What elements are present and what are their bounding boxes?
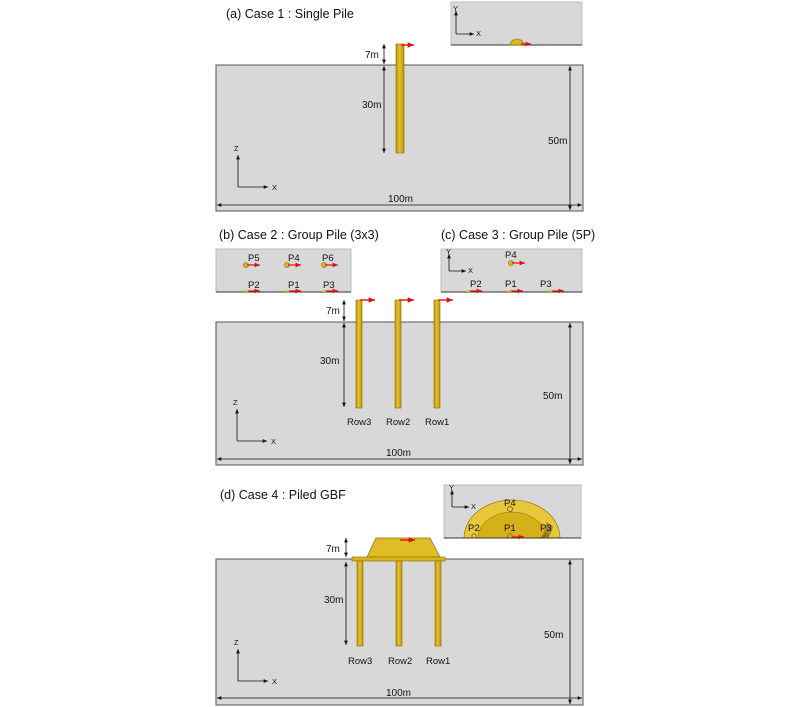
dim-label-100m: 100m <box>388 194 414 205</box>
svg-text:Y: Y <box>446 247 452 256</box>
pile-row3 <box>357 561 363 646</box>
caption-case3: (c) Case 3 : Group Pile (5P) <box>441 228 596 242</box>
pile-row2 <box>395 300 401 408</box>
svg-text:X: X <box>271 437 277 446</box>
svg-text:7m: 7m <box>326 306 340 317</box>
row-label: Row2 <box>388 656 413 667</box>
svg-text:X: X <box>471 502 477 511</box>
pile-row3 <box>356 300 362 408</box>
svg-text:30m: 30m <box>324 595 344 606</box>
caption-case1: (a) Case 1 : Single Pile <box>226 7 354 21</box>
pile-plan-P1 <box>285 280 301 292</box>
case2-case3-panel <box>216 228 595 465</box>
dim-label-30m: 30m <box>362 100 382 111</box>
svg-text:50m: 50m <box>544 630 564 641</box>
case4-panel <box>216 483 583 705</box>
dim-label-7m: 7m <box>365 50 379 61</box>
axis-x-label: X <box>476 29 482 38</box>
svg-text:P4: P4 <box>288 253 300 264</box>
pile <box>396 44 404 153</box>
svg-text:P3: P3 <box>540 279 552 290</box>
caption-case4: (d) Case 4 : Piled GBF <box>220 488 346 502</box>
svg-text:X: X <box>468 266 474 275</box>
svg-text:P1: P1 <box>504 523 516 534</box>
svg-text:50m: 50m <box>543 391 563 402</box>
dim-label-50m: 50m <box>548 136 568 147</box>
svg-text:P3: P3 <box>323 280 335 291</box>
svg-text:P1: P1 <box>505 279 517 290</box>
caption-case2: (b) Case 2 : Group Pile (3x3) <box>219 228 379 242</box>
svg-text:Z: Z <box>234 638 239 647</box>
svg-text:P5: P5 <box>248 253 260 264</box>
pile-row2 <box>396 561 402 646</box>
svg-text:X: X <box>272 183 278 192</box>
svg-text:7m: 7m <box>326 544 340 555</box>
svg-text:P2: P2 <box>248 280 260 291</box>
svg-text:P2: P2 <box>470 279 482 290</box>
row-label: Row3 <box>348 656 373 667</box>
axis-y-label: Y <box>453 4 459 13</box>
svg-text:P6: P6 <box>322 253 334 264</box>
row-label: Row3 <box>347 417 372 428</box>
row-label: Row1 <box>426 656 451 667</box>
svg-text:P4: P4 <box>504 498 516 509</box>
gbf-base-plate <box>352 557 445 561</box>
svg-text:X: X <box>272 677 278 686</box>
gbf-body <box>367 538 440 557</box>
pile-row1 <box>434 300 440 408</box>
svg-text:Z: Z <box>234 144 239 153</box>
row-label: Row2 <box>386 417 411 428</box>
case1-panel <box>216 2 583 211</box>
svg-text:P4: P4 <box>505 250 517 261</box>
svg-text:100m: 100m <box>386 688 412 699</box>
svg-text:30m: 30m <box>320 356 340 367</box>
svg-text:Z: Z <box>233 398 238 407</box>
svg-text:P2: P2 <box>468 523 480 534</box>
svg-text:P3: P3 <box>540 523 552 534</box>
pile-row1 <box>435 561 441 646</box>
svg-text:Y: Y <box>449 483 455 492</box>
row-label: Row1 <box>425 417 450 428</box>
svg-text:P1: P1 <box>288 280 300 291</box>
plan-inset-case1 <box>451 2 582 45</box>
svg-text:100m: 100m <box>386 448 412 459</box>
